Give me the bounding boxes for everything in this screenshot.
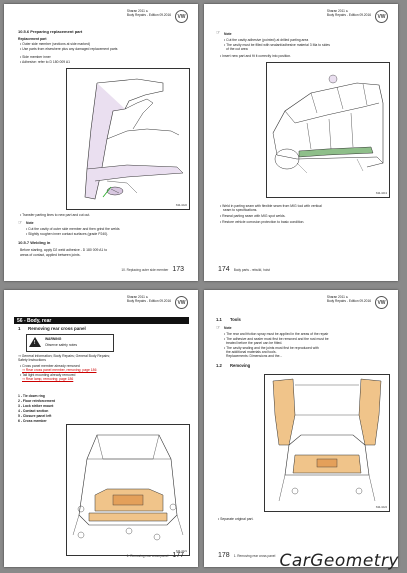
after-figure-3: • Restore vehicle corrosion protection to basic condition.: [220, 220, 305, 224]
bullet-4: • Adhesive: refer to D 180 009 A1: [20, 60, 71, 64]
section-heading: Tools: [230, 317, 241, 322]
after-figure-1: • Weld in parting seam with flexible seam from MIG tool with vertical: [220, 204, 322, 208]
hand-icon: ☞: [18, 220, 23, 226]
note-1: • Cut the cavity adhesive (pointed) at drilled parting area: [224, 38, 309, 42]
hand-icon: ☞: [216, 325, 221, 331]
after-figure-1b: seam to specifications.: [223, 208, 258, 212]
warning-icon: !: [29, 337, 41, 347]
hand-icon: ☞: [216, 30, 221, 36]
link-rear-lamp[interactable]: ⇒ Rear lamp, removing; page 186: [22, 377, 74, 381]
watermark-logo: CarGeometry: [279, 551, 399, 571]
info-line-2: Safety Instructions: [18, 358, 46, 362]
legend-4: 4 - Contact section: [18, 409, 49, 413]
after-figure: • Transfer parting lines to new part and cut out.: [20, 213, 91, 217]
warning-box: [26, 334, 114, 352]
section2-line1: Before starting, apply D2 weld adhesive - D 180 009 A1 to: [20, 248, 108, 252]
banner-title: 56 - Body, rear: [17, 317, 52, 324]
page-1: [4, 4, 198, 281]
vw-logo-icon: VW: [175, 296, 188, 309]
figure-rear-body: [66, 424, 190, 556]
figure-pillar: [66, 68, 190, 210]
legend-5: 5 - Closure panel left: [18, 414, 52, 418]
note-label: Note: [224, 32, 232, 36]
bullet-1: • Outer side member (sections at side marked): [20, 42, 90, 46]
vw-logo-icon: VW: [375, 10, 388, 23]
section2-heading: 10.5.7 Welding in: [18, 240, 51, 245]
legend-1: 1 - Tie down ring: [18, 394, 45, 398]
header-model: Sharan 2011 ➤: [126, 9, 149, 13]
header-edition: Body Repairs - Edition 09.2016: [326, 298, 371, 303]
page-2: [204, 4, 398, 281]
warning-label: WARNING: [45, 337, 62, 341]
note-2: • Slightly roughen inner contact surfaces (grade P240).: [26, 232, 109, 236]
page-4: [204, 290, 398, 567]
footer-label: 1. Removing rear cross panel: [233, 553, 276, 558]
page-number: 174: [218, 266, 230, 273]
section-number: 1.1: [216, 317, 222, 322]
page-footer: [127, 552, 184, 559]
page-footer: [121, 266, 184, 273]
footer-label: Body parts - rebuild, hoist: [233, 267, 270, 272]
note-label: Note: [26, 221, 34, 225]
section2-number: 1.2: [216, 363, 222, 368]
footer-label: 10. Replacing outer side member: [121, 267, 169, 272]
bullet-1: • Insert new part and fit it correctly into position.: [220, 54, 292, 58]
figure-code: S34-1013: [375, 192, 387, 195]
note-3: treated before the panel can be fitted.: [226, 341, 283, 345]
note-2: • The cavity must be filled with sealant/adhesive material 3 Ma to sides: [224, 43, 330, 47]
header-edition: Body Repairs - Edition 09.2016: [126, 298, 171, 303]
heading-number: 1: [18, 326, 21, 331]
page-3: [4, 290, 198, 567]
vehicle-side-drawing-icon: [267, 63, 389, 197]
note-5: the additional materials and tools.: [226, 350, 277, 354]
figure-rear-cutaway: [264, 374, 390, 512]
header-edition: Body Repairs - Edition 09.2016: [126, 12, 171, 17]
info-line-1: ⇒ General information; Body Repairs; General Body Repairs;: [18, 354, 110, 358]
after-figure: • Separate original part.: [218, 517, 254, 521]
pillar-drawing-icon: [67, 69, 189, 209]
page-header: [127, 10, 188, 23]
legend-2: 2 - Floor reinforcement: [18, 399, 55, 403]
note-6: Replacements: Dimensions and the...: [226, 354, 283, 358]
note-label: Note: [224, 326, 232, 330]
section2-line2: areas of contact, applied between joints.: [20, 253, 81, 257]
figure-vehicle-side: [266, 62, 390, 198]
info-line-5: • Tail light mounting already removed: [20, 373, 76, 377]
after-figure-2: • Reseal parting seam with MIG spot welds.: [220, 214, 286, 218]
warning-text: Observe safety notes: [45, 343, 78, 347]
page-footer: [218, 266, 270, 273]
page-number: 178: [218, 552, 230, 559]
header-model: Sharan 2011 ➤: [326, 295, 349, 299]
legend-6: 6 - Cross member: [18, 419, 47, 423]
figure-code: S34-1024: [375, 506, 387, 509]
note-1: • The rear and friction spray must be applied in the areas of the repair: [224, 332, 329, 336]
section2-heading: Removing: [230, 363, 251, 368]
page-header: [127, 296, 188, 309]
note-3: of the cut area: [226, 47, 248, 51]
header-edition: Body Repairs - Edition 09.2016: [326, 12, 371, 17]
header-model: Sharan 2011 ➤: [126, 295, 149, 299]
figure-code: S34-1022: [175, 204, 187, 207]
header-model: Sharan 2011 ➤: [326, 9, 349, 13]
figure-code: S34-1021: [175, 550, 187, 553]
section-heading: 10.5.6 Preparing replacement part: [18, 29, 83, 34]
rear-cutaway-drawing-icon: [265, 375, 389, 511]
note-1: • Cut the cavity of outer side member and then grind the welds: [26, 227, 120, 231]
page-footer: [218, 552, 275, 559]
vw-logo-icon: VW: [375, 296, 388, 309]
rear-body-drawing-icon: [67, 425, 189, 555]
subtitle: Replacement part: [18, 37, 47, 41]
bullet-2: • Use parts from elsewhere plus any damaged replacement parts: [20, 47, 118, 51]
note-4: • The cavity sealing and the joints must first be reproduced with: [224, 346, 319, 350]
link-cross-panel[interactable]: ⇒ Rear cross panel member, removing; page 186: [22, 368, 97, 372]
note-2: • The adhesive and sealer must first be removed and the rust must be: [224, 337, 329, 341]
page-number: 177: [172, 552, 184, 559]
heading: Removing rear cross panel: [28, 326, 86, 331]
page-header: [327, 10, 388, 23]
footer-label: 1. Removing rear cross panel: [126, 553, 169, 558]
page-number: 173: [172, 266, 184, 273]
legend-3: 3 - Lock striker mount: [18, 404, 54, 408]
page-header: [327, 296, 388, 309]
vw-logo-icon: VW: [175, 10, 188, 23]
chapter-banner: [14, 317, 189, 324]
info-line-3: • Cross panel member already removed: [20, 364, 80, 368]
bullet-3: • Side member inner: [20, 55, 51, 59]
